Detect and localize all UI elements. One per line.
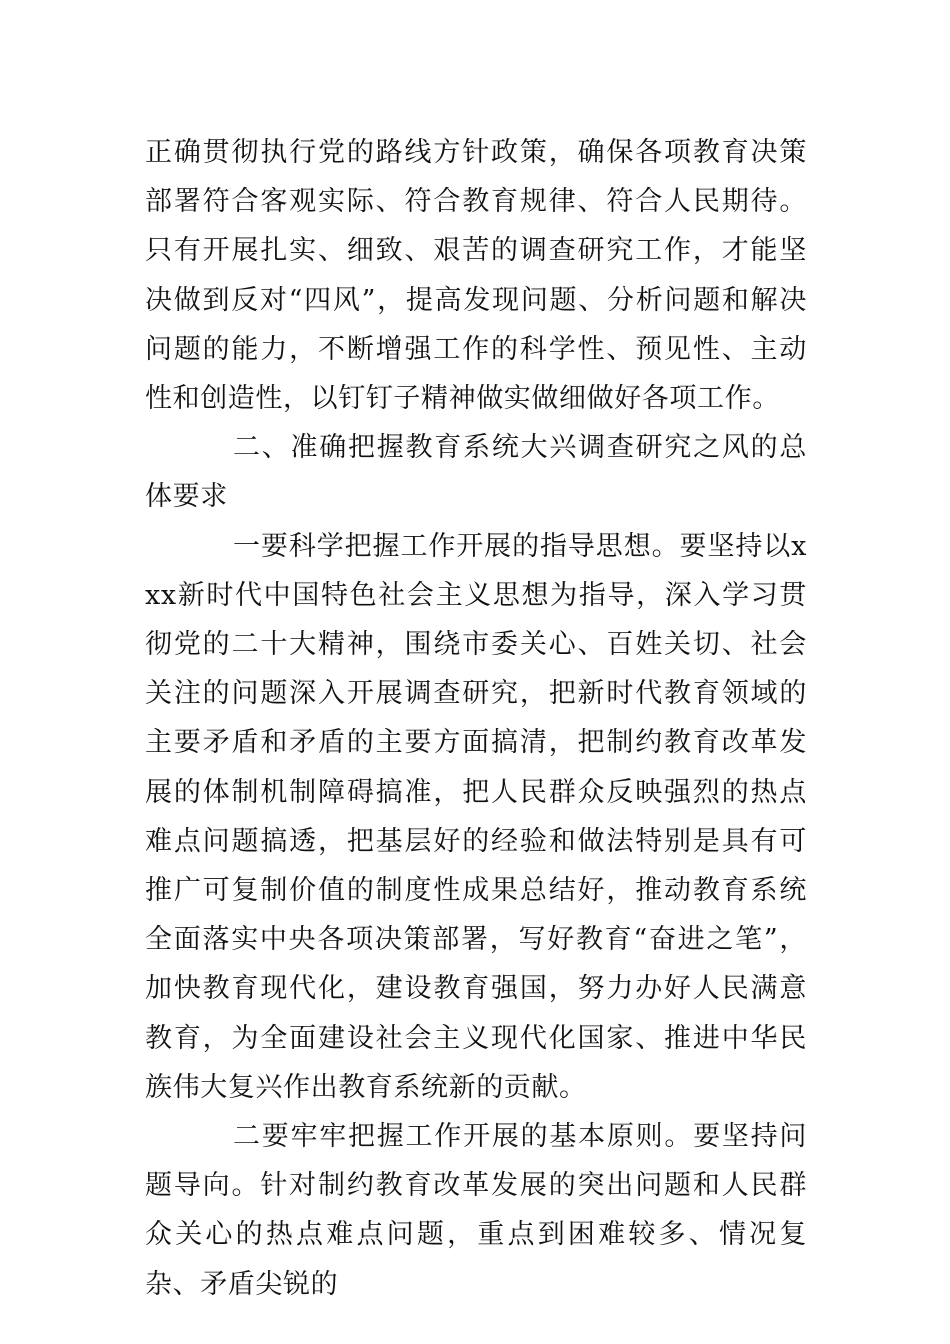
section-heading: 二、准确把握教育系统大兴调查研究之风的总体要求 (145, 432, 807, 513)
paragraph-point-one: 一要科学把握工作开展的指导思想。要坚持以xxx新时代中国特色社会主义思想为指导，深入学习贯彻党的二十大精神，围绕市委关心、百姓关切、社会关注的问题深入开展调查研究，把新时代教育领域的主要矛盾和矛盾的主要方面搞清，把制约教育改革发展的体制机制障碍搞准，把人民群众反映强烈的热点难点问题搞透，把基层好的经验和做法特别是具有可推广可复制价值的制度性成果总结好，推动教育系统全面落实中央各项决策部署，写好教育“奋进之笔”，加快教育现代化，建设教育强国，努力办好人民满意教育，为全面建设社会主义现代化国家、推进中华民族伟大复兴作出教育系统新的贡献。 (145, 530, 807, 1103)
paragraph-point-two: 二要牢牢把握工作开展的基本原则。要坚持问题导向。针对制约教育改革发展的突出问题和人民群众关心的热点难点问题，重点到困难较多、情况复杂、矛盾尖锐的 (145, 1121, 807, 1300)
document-body (145, 128, 807, 1309)
paragraph-continuation: 正确贯彻执行党的路线方针政策，确保各项教育决策部署符合客观实际、符合教育规律、符合人民期待。只有开展扎实、细致、艰苦的调查研究工作，才能坚决做到反对“四风”，提高发现问题、分析问题和解决问题的能力，不断增强工作的科学性、预见性、主动性和创造性，以钉钉子精神做实做细做好各项工作。 (145, 137, 807, 415)
